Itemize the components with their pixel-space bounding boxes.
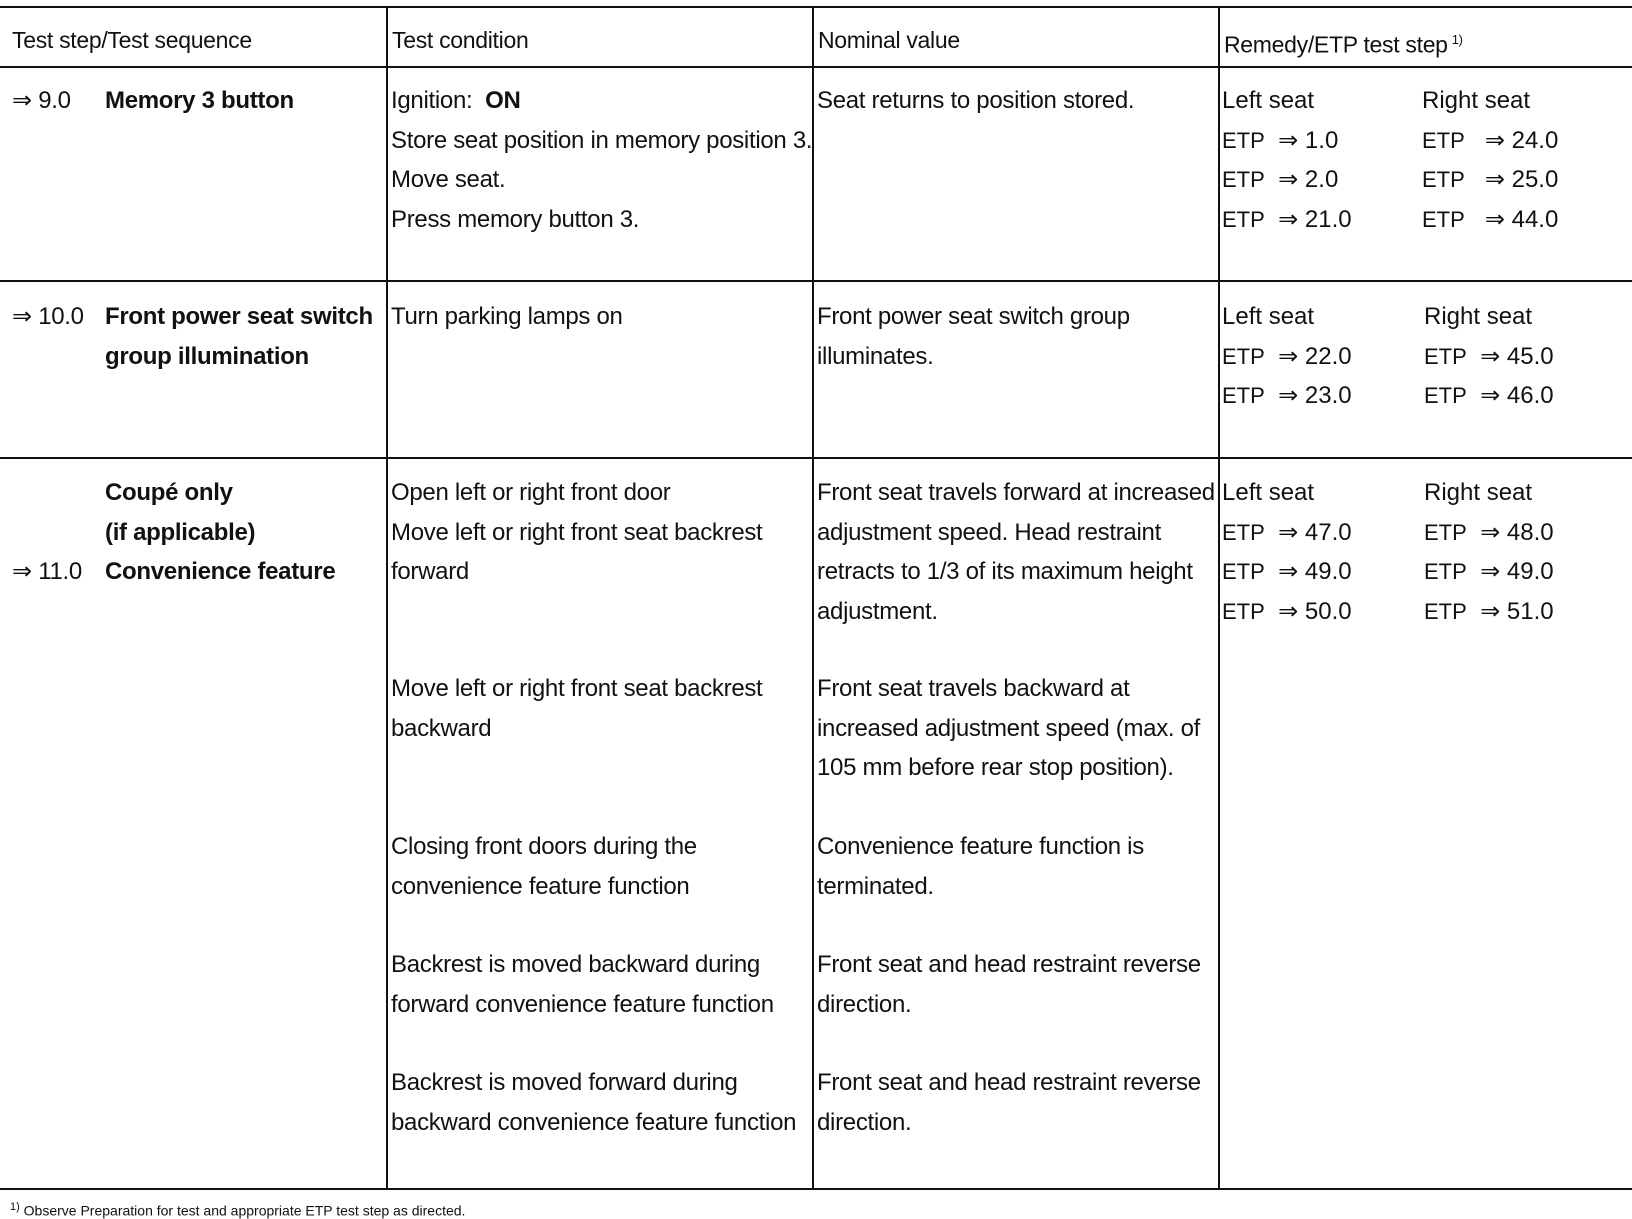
step-9-condition [391,81,812,239]
condition-line: Move left or right front seat backrest [391,675,763,702]
etp-ref: ETP ⇒ 1.0 [1222,126,1339,154]
title-line: (if applicable) [105,518,256,546]
condition-line: Move seat. [391,166,506,193]
etp-ref: ETP ⇒ 49.0 [1222,558,1352,585]
step-11-remedy-right [1424,473,1554,631]
step-11-nominal-2 [817,669,1200,788]
step-9-remedy-left [1222,81,1352,239]
footnote [10,1199,465,1219]
step-arrow-icon: ⇒ [12,87,32,114]
condition-line: forward [391,558,469,585]
condition-line: Move left or right front seat backrest [391,518,763,546]
title-line: group illumination [105,342,309,370]
nominal-line: adjustment speed. Head restraint [817,518,1161,546]
step-11-condition-4 [391,945,774,1024]
step-11-nominal-4 [817,945,1201,1024]
table-bottom-rule [0,1188,1632,1190]
footnote-text: Observe Preparation for test and appropriate ETP test step as directed. [23,1202,466,1219]
right-seat-label: Right seat [1424,303,1533,330]
condition-line: Store seat position in memory position 3. [391,126,813,154]
etp-ref: ETP ⇒ 25.0 [1422,166,1559,193]
column-divider-2 [812,6,814,1190]
nominal-line: retracts to 1/3 of its maximum height [817,558,1193,585]
etp-ref: ETP ⇒ 45.0 [1424,342,1554,370]
step-11-condition-3 [391,827,697,906]
nominal-line: 105 mm before rear stop position). [817,754,1174,781]
table-top-rule [0,6,1632,8]
step-11-condition-5 [391,1063,796,1142]
row-10-bottom-rule [0,457,1632,459]
etp-ref: ETP ⇒ 50.0 [1222,597,1352,625]
nominal-line: Front seat travels forward at increased [817,479,1215,506]
step-11-nominal-3 [817,827,1144,906]
condition-line: backward convenience feature function [391,1108,797,1136]
header-test-condition: Test condition [392,27,529,53]
step-10-nominal [817,297,1130,376]
nominal-line: direction. [817,1108,912,1136]
step-11-number [12,552,82,592]
nominal-line: Convenience feature function is [817,833,1144,860]
nominal-line: terminated. [817,872,934,900]
step-arrow-icon: ⇒ [12,303,32,330]
header-nominal-value: Nominal value [818,27,960,53]
header-remedy [1224,26,1463,59]
step-number: 10.0 [38,303,84,330]
header-remedy-label: Remedy/ETP test step [1224,31,1448,58]
left-seat-label: Left seat [1222,479,1315,506]
footnote-ref: 1) [1451,32,1463,47]
step-9-remedy-right [1422,81,1558,239]
etp-ref: ETP ⇒ 47.0 [1222,518,1352,546]
nominal-line: adjustment. [817,597,938,625]
condition-line: Backrest is moved backward during [391,951,760,978]
condition-line: Ignition: ON [391,87,521,114]
ignition-value: ON [485,87,521,114]
right-seat-label: Right seat [1422,87,1531,114]
nominal-line: Front seat and head restraint reverse [817,951,1201,978]
step-9-title: Memory 3 button [105,87,294,114]
step-11-title: Convenience feature [105,558,336,585]
condition-line: backward [391,714,492,742]
step-11-pre-title [105,473,255,552]
condition-line: Backrest is moved forward during [391,1069,738,1096]
condition-line: Closing front doors during the [391,833,697,860]
step-arrow-icon: ⇒ [12,558,32,585]
etp-ref: ETP ⇒ 49.0 [1424,558,1554,585]
column-divider-3 [1218,6,1220,1190]
step-11-nominal-5 [817,1063,1201,1142]
nominal-line: Front power seat switch group [817,303,1130,330]
etp-ref: ETP ⇒ 46.0 [1424,382,1554,409]
title-line: Front power seat switch [105,303,373,330]
etp-ref: ETP ⇒ 2.0 [1222,166,1339,193]
step-10-condition: Turn parking lamps on [391,303,623,330]
left-seat-label: Left seat [1222,87,1315,114]
step-11-condition-1 [391,473,762,592]
row-9-bottom-rule [0,280,1632,282]
condition-line: Open left or right front door [391,479,671,506]
condition-line: Press memory button 3. [391,205,640,233]
etp-ref: ETP ⇒ 48.0 [1424,518,1554,546]
step-10-remedy-right [1424,297,1554,416]
nominal-line: direction. [817,990,912,1018]
step-number: 11.0 [38,558,82,585]
nominal-line: Front seat travels backward at [817,675,1130,702]
header-bottom-rule [0,66,1632,68]
title-line: Coupé only [105,479,233,506]
etp-ref: ETP ⇒ 24.0 [1422,126,1559,154]
etp-ref: ETP ⇒ 51.0 [1424,597,1554,625]
step-10-remedy-left [1222,297,1352,416]
etp-ref: ETP ⇒ 22.0 [1222,342,1352,370]
nominal-line: Front seat and head restraint reverse [817,1069,1201,1096]
step-11-nominal-1 [817,473,1215,631]
etp-ref: ETP ⇒ 44.0 [1422,205,1559,233]
header-test-step: Test step/Test sequence [12,27,252,53]
footnote-marker: 1) [10,1201,20,1213]
step-10-number [12,297,84,337]
condition-line: convenience feature function [391,872,690,900]
right-seat-label: Right seat [1424,479,1533,506]
step-10-title [105,297,373,376]
nominal-line: increased adjustment speed (max. of [817,714,1201,742]
step-9-nominal: Seat returns to position stored. [817,87,1135,114]
column-divider-1 [386,6,388,1190]
step-9-number [12,81,71,121]
step-11-remedy-left [1222,473,1352,631]
step-11-condition-2 [391,669,762,748]
left-seat-label: Left seat [1222,303,1315,330]
condition-line: forward convenience feature function [391,990,774,1018]
etp-ref: ETP ⇒ 21.0 [1222,205,1352,233]
step-number: 9.0 [38,87,71,114]
nominal-line: illuminates. [817,342,934,370]
etp-ref: ETP ⇒ 23.0 [1222,382,1352,409]
